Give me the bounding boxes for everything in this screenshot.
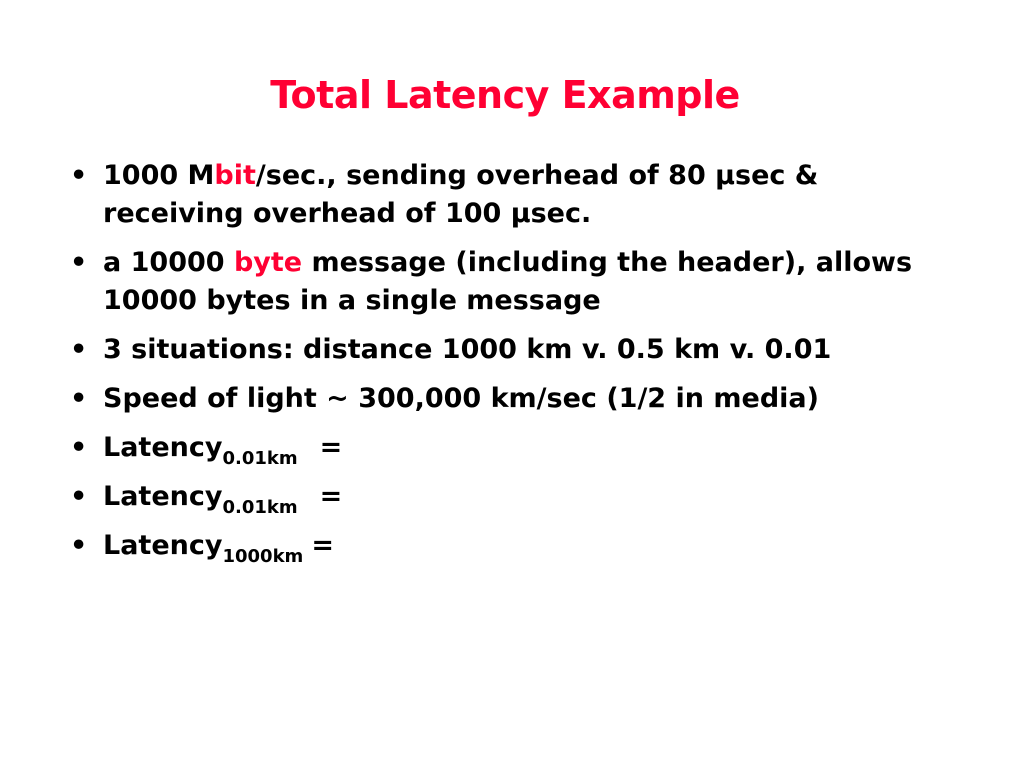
bullet-marker: • <box>70 334 88 365</box>
bullet-marker: • <box>70 432 88 463</box>
slide-title: Total Latency Example <box>270 73 740 117</box>
bullet-item-message <box>70 244 1010 320</box>
bullet-marker: • <box>70 530 88 561</box>
latency-label: Latency <box>103 530 223 561</box>
highlight-bit: bit <box>214 160 256 191</box>
latency-subscript: 1000km <box>222 546 304 567</box>
latency-subscript: 0.01km <box>222 497 298 518</box>
bullet-1-line1-pre: 1000 M <box>103 160 215 191</box>
bullet-1-line2: receiving overhead of 100 µsec. <box>103 198 592 229</box>
equals-sign: = <box>319 432 343 463</box>
bullet-item-latency-0-01km-a <box>70 429 1010 467</box>
latency-label: Latency <box>103 481 223 512</box>
bullet-item-speed-of-light <box>70 380 1010 418</box>
bullet-marker: • <box>70 247 88 278</box>
bullet-list <box>70 157 1010 576</box>
latency-label: Latency <box>103 432 223 463</box>
bullet-1-line1-post: /sec., sending overhead of 80 µsec & <box>255 160 819 191</box>
bullet-3-text: 3 situations: distance 1000 km v. 0.5 km v. 0.01 <box>103 334 832 365</box>
bullet-2-line2: 10000 bytes in a single message <box>103 285 601 316</box>
highlight-byte: byte <box>233 247 303 278</box>
bullet-marker: • <box>70 160 88 191</box>
equals-sign: = <box>311 530 334 561</box>
bullet-4-text: Speed of light ~ 300,000 km/sec (1/2 in media) <box>103 383 819 414</box>
bullet-marker: • <box>70 383 88 414</box>
bullet-marker: • <box>70 481 88 512</box>
equals-sign: = <box>319 481 343 512</box>
bullet-2-line1-pre: a 10000 <box>103 247 234 278</box>
bullet-item-bandwidth <box>70 157 1010 233</box>
bullet-item-latency-1000km <box>70 527 1010 565</box>
bullet-item-latency-0-01km-b <box>70 478 1010 516</box>
bullet-item-situations <box>70 331 1010 369</box>
latency-subscript: 0.01km <box>222 448 298 469</box>
bullet-2-line1-post: message (including the header), allows <box>302 247 913 278</box>
